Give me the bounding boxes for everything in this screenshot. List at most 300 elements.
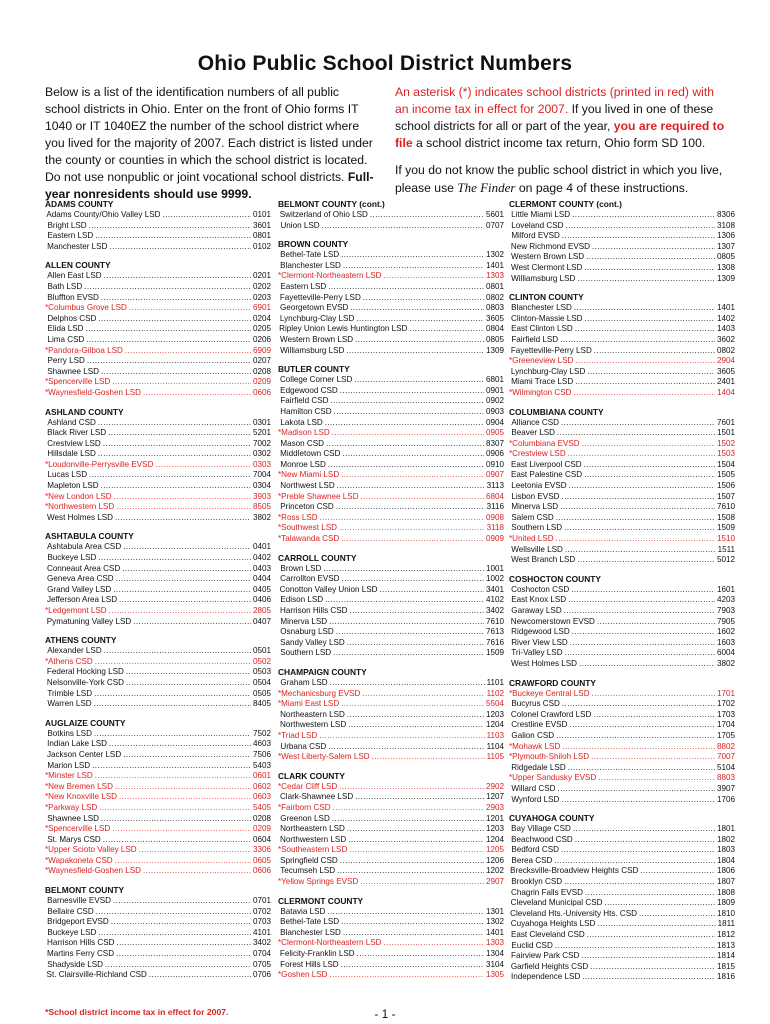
district-name: East Palestine CSD [510, 470, 583, 480]
leader-dots [330, 678, 485, 689]
county-block [278, 771, 504, 888]
district-row [509, 795, 735, 806]
district-name: Union LSD [280, 220, 320, 230]
leader-dots [562, 699, 715, 710]
district-code: 1702 [716, 699, 735, 709]
leader-dots [342, 449, 484, 460]
county-name: BUTLER COUNTY [278, 364, 350, 375]
district-code: 1302 [485, 917, 504, 927]
district-row [278, 824, 504, 835]
district-name: Wynford LSD [511, 794, 560, 804]
district-code: 1402 [716, 313, 735, 323]
district-code: 5201 [252, 428, 271, 438]
district-code: 0601 [252, 771, 271, 781]
district-code: 4102 [485, 595, 504, 605]
leader-dots [587, 367, 715, 378]
district-name: Trimble LSD [47, 688, 93, 698]
county-block [509, 407, 735, 566]
district-code: 0905 [485, 428, 504, 438]
district-row [278, 720, 504, 731]
district-row [45, 481, 271, 492]
district-name: Urbana CSD [280, 741, 327, 751]
district-code: 0703 [252, 917, 271, 927]
leader-dots [360, 877, 484, 888]
district-code: 1503 [716, 449, 735, 459]
district-code: 7601 [716, 417, 735, 427]
district-row [278, 606, 504, 617]
district-row [509, 346, 735, 357]
district-code: 0605 [252, 855, 271, 865]
leader-dots [574, 303, 715, 314]
district-name: Northwest LSD [280, 481, 335, 491]
district-row [45, 271, 271, 282]
district-name: Sandy Valley LSD [280, 637, 345, 647]
district-code: 0903 [485, 406, 504, 416]
leader-dots [570, 638, 715, 649]
district-code: 6901 [252, 303, 271, 313]
district-name: West Branch LSD [511, 555, 576, 565]
district-name: Waynesfield-Goshen LSD [48, 866, 141, 876]
district-column-2 [278, 199, 504, 981]
leader-dots [565, 648, 715, 659]
leader-dots [593, 710, 715, 721]
district-name: Marion LSD [47, 760, 91, 770]
district-code: 0805 [716, 252, 735, 262]
district-row-taxed [278, 523, 504, 534]
district-code: 1304 [485, 949, 504, 959]
leader-dots [104, 271, 251, 282]
district-row [45, 761, 271, 772]
district-code: 1201 [485, 813, 504, 823]
district-code: 0602 [252, 781, 271, 791]
district-code: 1102 [486, 688, 504, 698]
leader-dots [126, 667, 251, 678]
district-name: Conneaut Area CSD [46, 563, 121, 573]
district-code: 1505 [716, 470, 735, 480]
leader-dots [569, 720, 715, 731]
district-row [278, 678, 504, 689]
district-code: 7610 [716, 502, 735, 512]
district-row [509, 314, 735, 325]
district-row [278, 856, 504, 867]
leader-dots [568, 449, 715, 460]
district-row [278, 210, 504, 221]
district-name: Southern LSD [511, 523, 563, 533]
district-row-taxed [278, 731, 504, 742]
district-code: 1401 [485, 260, 504, 270]
leader-dots [640, 866, 715, 877]
district-row-taxed [45, 303, 271, 314]
district-row [509, 877, 735, 888]
district-name: Clark-Shawnee LSD [279, 792, 354, 802]
district-code: 0208 [252, 366, 271, 376]
district-code: 1206 [485, 855, 504, 865]
district-name: Jackson Center LSD [46, 749, 122, 759]
district-code: 0406 [252, 595, 271, 605]
district-name: River View LSD [511, 637, 568, 647]
county-block [278, 667, 504, 763]
district-code: 0502 [252, 656, 271, 666]
district-name: Lisbon EVSD [511, 491, 560, 501]
district-row [509, 585, 735, 596]
district-code: 4101 [252, 927, 271, 937]
district-code: 3118 [486, 523, 504, 533]
district-row [278, 460, 504, 471]
leader-dots [348, 720, 484, 731]
leader-dots [328, 460, 484, 471]
district-name: West Liberty-Salem LSD [281, 752, 370, 762]
district-row [45, 750, 271, 761]
district-row [45, 970, 271, 981]
leader-dots [585, 314, 715, 325]
district-code: 1207 [485, 792, 504, 802]
leader-dots [332, 814, 484, 825]
district-name: West Clermont LSD [510, 262, 583, 272]
district-code: 3605 [716, 366, 735, 376]
tax-asterisk: * [45, 845, 49, 855]
leader-dots [323, 564, 484, 575]
leader-dots [350, 303, 484, 314]
intro-right [395, 84, 730, 207]
district-row [45, 814, 271, 825]
district-name: East Liverpool CSD [510, 459, 582, 469]
leader-dots [571, 585, 715, 596]
district-name: Cuyahoga Heights LSD [510, 919, 596, 929]
district-row [45, 739, 271, 750]
county-name: BELMONT COUNTY [45, 885, 125, 896]
district-code: 1202 [485, 866, 504, 876]
district-code: 0906 [485, 449, 504, 459]
leader-dots [319, 731, 484, 742]
leader-dots [383, 271, 484, 282]
district-row-taxed [45, 460, 271, 471]
district-code: 7903 [716, 606, 735, 615]
district-code: 1002 [485, 574, 504, 584]
district-row [278, 346, 504, 357]
district-code: 0804 [485, 324, 504, 334]
leader-dots [94, 689, 251, 700]
district-code: 1809 [716, 898, 735, 908]
leader-dots [598, 773, 715, 784]
leader-dots [339, 782, 484, 793]
tax-asterisk: * [509, 741, 513, 751]
district-name: Forest Hills LSD [280, 959, 339, 969]
leader-dots [584, 470, 715, 481]
district-name: Buckeye LSD [47, 927, 97, 937]
leader-dots [339, 523, 485, 534]
district-name: Tecumseh LSD [280, 866, 336, 876]
leader-dots [105, 960, 251, 971]
district-name: Minerva LSD [280, 616, 328, 626]
district-name: Cedar Cliff LSD [281, 781, 338, 791]
district-row [45, 689, 271, 700]
leader-dots [357, 949, 484, 960]
leader-dots [341, 960, 484, 971]
leader-dots [556, 534, 715, 545]
leader-dots [95, 231, 251, 242]
district-row [509, 335, 735, 346]
district-code: 0907 [485, 470, 504, 480]
district-row [278, 250, 504, 261]
district-name: Bethel-Tate LSD [280, 917, 340, 927]
leader-dots [586, 252, 715, 263]
district-row [509, 324, 735, 335]
district-row [45, 595, 271, 606]
district-name: Harrison Hills CSD [280, 606, 348, 615]
district-code: 1509 [716, 523, 735, 533]
tax-asterisk: * [509, 449, 513, 459]
district-name: Grand Valley LSD [47, 584, 112, 594]
district-row [278, 638, 504, 649]
asterisk-note: An asterisk (*) indicates school districts (printed in red) with an income tax in effect for 2007. [395, 85, 715, 116]
district-name: Lucas LSD [47, 470, 88, 480]
district-code: 0204 [252, 313, 271, 323]
district-code: 6004 [716, 648, 735, 658]
district-name: Upper Scioto Valley LSD [48, 845, 137, 855]
district-name: Manchester LSD [47, 241, 108, 251]
district-code: 1309 [485, 345, 504, 355]
district-name: Mechanicsburg EVSD [281, 688, 361, 698]
leader-dots [587, 930, 715, 941]
leader-dots [341, 699, 484, 710]
district-code: 0209 [252, 824, 271, 834]
district-row-taxed [509, 534, 735, 545]
leader-dots [95, 771, 251, 782]
page-title: Ohio Public School District Numbers [197, 52, 573, 75]
district-row [45, 646, 271, 657]
leader-dots [162, 210, 251, 221]
district-row-taxed [45, 606, 271, 617]
district-code: 1511 [717, 544, 735, 554]
leader-dots [343, 261, 484, 272]
district-row-taxed [278, 271, 504, 282]
district-name: East Knox LSD [511, 595, 567, 605]
district-row-taxed [509, 752, 735, 763]
district-code: 1705 [716, 730, 735, 740]
district-name: Lakota LSD [280, 417, 323, 427]
leader-dots [582, 439, 715, 450]
district-code: 0706 [252, 970, 271, 980]
district-code: 0805 [485, 334, 504, 344]
district-name: Buckeye Central LSD [512, 688, 590, 698]
leader-dots [341, 470, 484, 481]
tax-asterisk: * [45, 606, 49, 615]
district-row [509, 481, 735, 492]
district-name: Brown LSD [280, 563, 322, 573]
district-name: Ross LSD [281, 512, 318, 522]
district-name: Fairfield LSD [511, 334, 559, 344]
county-block [278, 364, 504, 545]
leader-dots [409, 324, 484, 335]
district-code: 1810 [716, 908, 735, 918]
leader-dots [347, 638, 484, 649]
leader-dots [113, 585, 251, 596]
district-name: Clermont-Northeastern LSD [281, 271, 382, 281]
district-name: Switzerland of Ohio LSD [279, 210, 368, 219]
district-name: Pandora-Gilboa LSD [48, 345, 123, 355]
district-row-taxed [278, 752, 504, 763]
district-row-taxed [278, 970, 504, 981]
leader-dots [591, 752, 715, 763]
district-row [45, 356, 271, 367]
leader-dots [562, 231, 715, 242]
district-code: 0301 [252, 417, 271, 427]
district-name: Northwestern LSD [280, 834, 347, 844]
district-name: Madison LSD [281, 428, 330, 438]
district-code: 1401 [716, 303, 735, 313]
district-name: Bluffton EVSD [47, 292, 99, 302]
leader-dots [347, 824, 484, 835]
leader-dots [103, 439, 251, 450]
district-name: Northeastern LSD [280, 709, 345, 719]
leader-dots [564, 877, 715, 888]
district-code: 1401 [485, 927, 504, 937]
county-name: AUGLAIZE COUNTY [45, 717, 126, 728]
leader-dots [116, 949, 251, 960]
district-row [45, 949, 271, 960]
district-code: 3108 [716, 220, 735, 230]
district-row [509, 898, 735, 909]
district-name: Southwest LSD [281, 523, 337, 533]
leader-dots [556, 513, 715, 524]
leader-dots [325, 418, 484, 429]
district-row-taxed [509, 439, 735, 450]
district-row [509, 627, 735, 638]
leader-dots [572, 210, 715, 221]
district-code: 1807 [716, 877, 735, 887]
district-code: 0404 [252, 574, 271, 584]
district-name: Euclid CSD [511, 940, 553, 950]
tax-asterisk: * [278, 970, 282, 980]
tax-asterisk: * [278, 877, 282, 887]
district-code: 0504 [252, 677, 271, 687]
district-name: Salem CSD [511, 512, 554, 522]
leader-dots [354, 375, 484, 386]
district-name: Loveland CSD [511, 220, 564, 230]
district-name: Lynchburg-Clay LSD [510, 366, 586, 376]
district-name: Princeton CSD [280, 502, 334, 512]
district-name: Delphos CSD [47, 313, 97, 323]
district-name: Pymatuning Valley LSD [46, 616, 132, 626]
intro-left-bold: Full-year nonresidents should use 9999. [45, 170, 374, 201]
district-row-taxed [45, 657, 271, 668]
leader-dots [565, 545, 716, 556]
district-row [45, 367, 271, 378]
leader-dots [356, 314, 484, 325]
leader-dots [104, 646, 251, 657]
leader-dots [109, 606, 251, 617]
district-name: Western Brown LSD [279, 334, 354, 344]
district-code: 1701 [716, 688, 735, 698]
tax-asterisk: * [278, 512, 282, 522]
leader-dots [568, 595, 715, 606]
leader-dots [119, 595, 251, 606]
county-name: CLERMONT COUNTY [278, 895, 364, 906]
leader-dots [87, 356, 251, 367]
district-name: Milford EVSD [511, 231, 560, 241]
district-code: 1509 [485, 648, 504, 658]
district-row [509, 595, 735, 606]
leader-dots [109, 242, 251, 253]
district-code: 1802 [716, 834, 735, 844]
district-code: 3401 [485, 584, 504, 594]
district-row [278, 835, 504, 846]
district-row [509, 221, 735, 232]
district-code: 1806 [716, 866, 735, 876]
district-row [509, 555, 735, 566]
leader-dots [561, 845, 715, 856]
tax-asterisk: * [278, 938, 282, 948]
district-code: 6909 [252, 345, 271, 355]
district-code: 1105 [486, 752, 504, 762]
district-name: Coshocton CSD [511, 584, 570, 594]
district-name: College Corner LSD [279, 375, 353, 385]
leader-dots [333, 648, 484, 659]
leader-dots [327, 907, 484, 918]
tax-asterisk: * [278, 428, 282, 438]
district-code: 8307 [485, 438, 504, 448]
district-name: Bucyrus CSD [511, 699, 560, 709]
district-name: Elida LSD [47, 324, 84, 334]
district-row [509, 962, 735, 973]
district-row [509, 242, 735, 253]
leader-dots [322, 221, 484, 232]
tax-asterisk: * [45, 303, 49, 313]
district-row [278, 418, 504, 429]
district-row [509, 951, 735, 962]
district-code: 0801 [252, 231, 271, 241]
district-name: Newcomerstown EVSD [510, 616, 595, 626]
district-row [509, 523, 735, 534]
district-row [509, 231, 735, 242]
leader-dots [592, 242, 715, 253]
district-name: Ripley Union Lewis Huntington LSD [279, 324, 408, 334]
district-code: 2805 [252, 606, 271, 615]
district-row [45, 210, 271, 221]
district-row-taxed [45, 388, 271, 399]
district-row [45, 542, 271, 553]
district-code: 8405 [252, 699, 271, 709]
district-row-taxed [278, 513, 504, 524]
county-block [509, 199, 735, 284]
leader-dots [143, 388, 251, 399]
leader-dots [112, 377, 251, 388]
district-row-taxed [278, 938, 504, 949]
district-code: 0902 [485, 396, 504, 406]
district-row [278, 502, 504, 513]
leader-dots [575, 835, 715, 846]
district-row [509, 941, 735, 952]
leader-dots [115, 782, 251, 793]
leader-dots [101, 814, 251, 825]
district-row [278, 742, 504, 753]
leader-dots [579, 659, 715, 670]
leader-dots [355, 335, 484, 346]
district-row-taxed [509, 742, 735, 753]
district-code: 1801 [716, 824, 735, 834]
county-name: CUYAHOGA COUNTY [509, 813, 595, 824]
leader-dots [114, 492, 251, 503]
district-code: 3602 [716, 334, 735, 344]
district-name: Waynesfield-Goshen LSD [48, 387, 141, 397]
district-row [509, 888, 735, 899]
finder-post: on page 4 of these instructions. [515, 181, 689, 195]
district-name: Crestview LSD [512, 449, 566, 459]
leader-dots [320, 513, 484, 524]
district-name: Mohawk LSD [512, 741, 561, 751]
leader-dots [326, 439, 484, 450]
district-row [45, 917, 271, 928]
